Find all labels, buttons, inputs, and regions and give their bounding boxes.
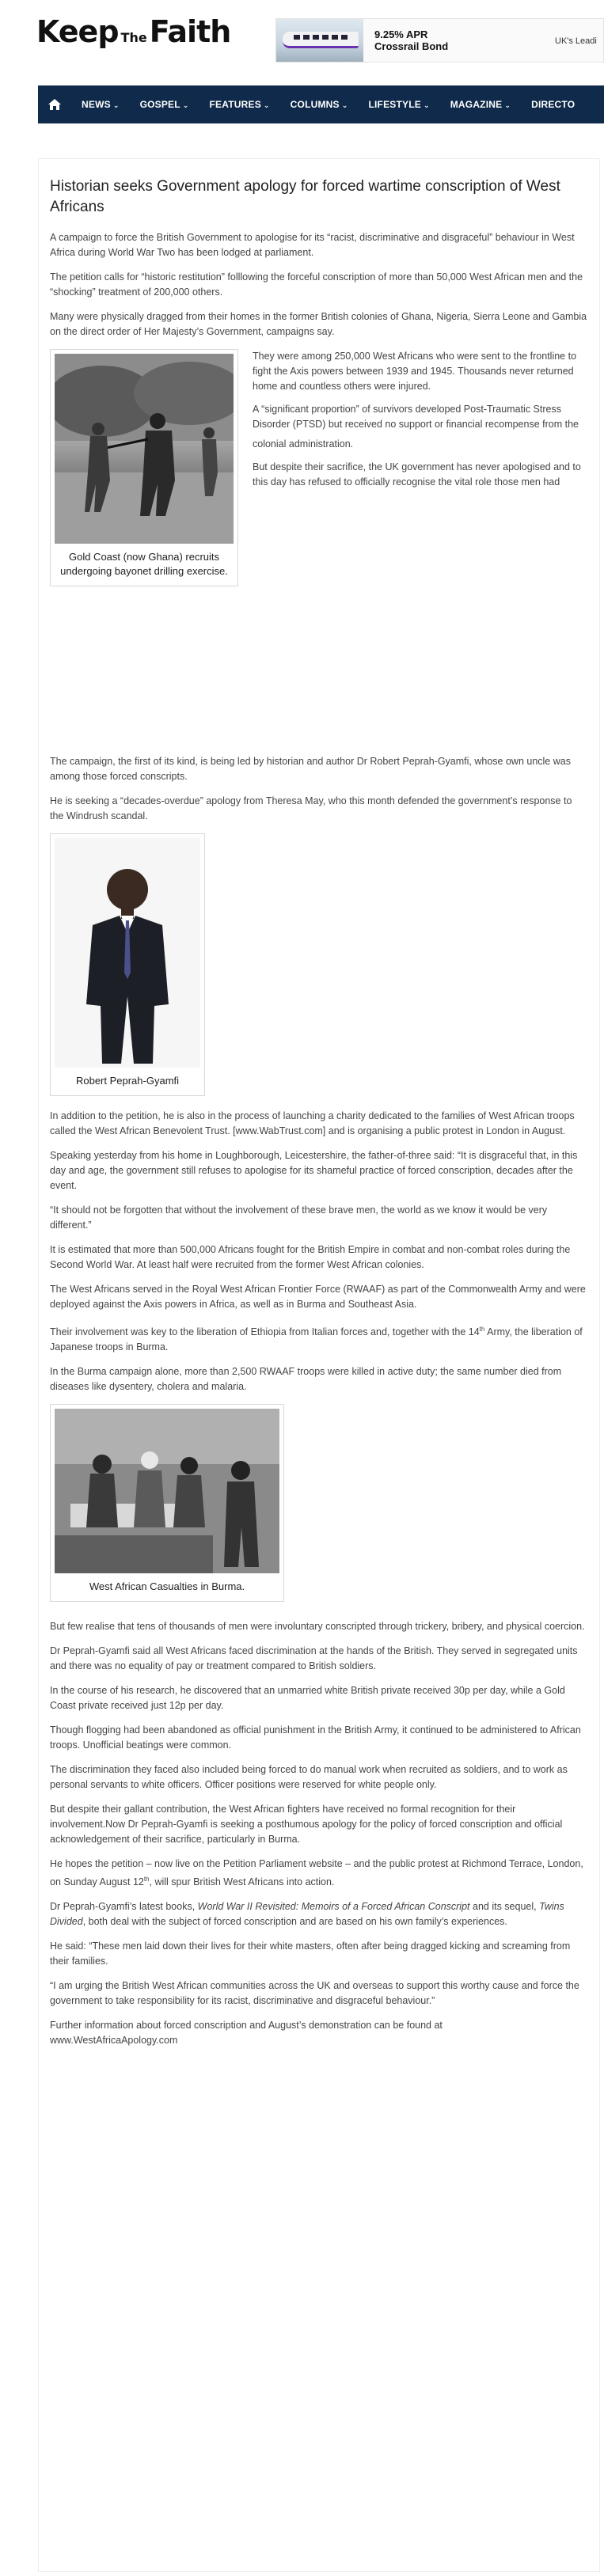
nav-item-directory[interactable]: DIRECTO: [531, 99, 576, 110]
paragraph: The campaign, the first of its kind, is being led by historian and author Dr Robert Peprah-Gyamfi, whose own uncle was among those forced conscripts.: [50, 756, 571, 782]
paragraph: The petition calls for “historic restitution” folllowing the forceful conscription of more than 50,000 West African men and the “shocking” treatment of 200,000 others.: [50, 271, 583, 298]
paragraph: Dr Peprah-Gyamfi’s latest books, World War II Revisited: Memoirs of a Forced African Conscript and its sequel, Twins Divided, both deal with the subject of forced conscription and are based on his own family’s experiences.: [50, 1901, 564, 1928]
figure-caption: Robert Peprah-Gyamfi: [75, 1075, 180, 1087]
spacer: [50, 594, 588, 754]
paragraph: They were among 250,000 West Africans who were sent to the frontline to fight the Axis powers between 1939 and 1945. Thousands never returned home and countless others were injured.: [253, 351, 577, 392]
home-icon[interactable]: [38, 85, 71, 123]
train-image: [276, 19, 363, 62]
book-title: Twins Divided: [50, 1901, 564, 1928]
nav-item-columns[interactable]: COLUMNS ⌄: [290, 99, 348, 110]
paragraph: In addition to the petition, he is also in the process of launching a charity dedicated to the families of West African troops called the West African Benevolent Trust. [www.WabTrust.com] and is organising a public protest in London in August.: [50, 1110, 575, 1136]
site-header: [0, 0, 604, 79]
chevron-down-icon: ⌄: [341, 101, 348, 109]
paragraph: Many were physically dragged from their homes in the former British colonies of Ghana, Nigeria, Sierra Leone and Gambia on the direct order of Her Majesty’s Government, campaigns say.: [50, 311, 587, 337]
paragraph: “It should not be forgotten that without the involvement of these brave men, the world as we know it would be very different.”: [50, 1205, 548, 1231]
apology-link[interactable]: www.WestAfricaApology.com: [50, 2035, 178, 2047]
figure-caption: West African Casualties in Burma.: [89, 1580, 245, 1593]
paragraph: He is seeking a “decades-overdue” apology from Theresa May, who this month defended the government’s response to the Windrush scandal.: [50, 795, 572, 821]
nav-item-lifestyle[interactable]: LIFESTYLE ⌄: [368, 99, 430, 110]
figure-caption: Gold Coast (now Ghana) recruits undergoing bayonet drilling exercise.: [60, 551, 228, 577]
chevron-down-icon: ⌄: [112, 101, 120, 109]
chevron-down-icon: ⌄: [182, 101, 189, 109]
paragraph: colonial administration.: [253, 438, 354, 450]
nav-item-gospel[interactable]: GOSPEL ⌄: [139, 99, 189, 110]
paragraph: A campaign to force the British Government to apologise for its “racist, discriminative and disgraceful” behaviour in West Africa during World War Two has been lodged at parliament.: [50, 232, 575, 258]
paragraph: The discrimination they faced also included being forced to do manual work when recruited as soldiers, and to work as personal servants to white officers. Officer positions were reserved for white people only.: [50, 1764, 568, 1791]
figure-portrait: [50, 833, 205, 1096]
paragraph: It is estimated that more than 500,000 Africans fought for the British Empire in combat and non-combat roles during the Second World War. At least half were recruited from the former West African colonies.: [50, 1244, 571, 1270]
paragraph: Dr Peprah-Gyamfi said all West Africans faced discrimination at the hands of the British. They served in segregated units and there was no equality of pay or treatment compared to British soldiers.: [50, 1645, 578, 1672]
paragraph: In the course of his research, he discovered that an unmarried white British private received 30p per day, while a Gold Coast private received just 12p per day.: [50, 1685, 565, 1712]
logo-word-keep: Keep: [36, 14, 119, 49]
book-title: World War II Revisited: Memoirs of a Forced African Conscript: [197, 1901, 470, 1913]
nav-item-news[interactable]: NEWS ⌄: [82, 99, 120, 110]
nav-item-magazine[interactable]: MAGAZINE ⌄: [450, 99, 511, 110]
paragraph: Speaking yesterday from his home in Loughborough, Leicestershire, the father-of-three said: “It is disgraceful that, in this day and age, the government still refuses to apologise for its shameful practice of forced conscription, decades after the event.: [50, 1150, 578, 1191]
logo-word-faith: Faith: [149, 14, 231, 49]
chevron-down-icon: ⌄: [504, 101, 511, 109]
banner-ad[interactable]: [275, 18, 604, 63]
nav-item-features[interactable]: FEATURES ⌄: [209, 99, 270, 110]
site-logo[interactable]: [36, 14, 230, 49]
paragraph: Though flogging had been abandoned as official punishment in the British Army, it continued to be administered to African troops. Unofficial beatings were common.: [50, 1724, 581, 1751]
paragraph: But despite their sacrifice, the UK government has never apologised and to this day has refused to officially recognise the vital role those men had: [253, 461, 581, 488]
portrait-photo: [55, 838, 200, 1068]
paragraph: Their involvement was key to the liberation of Ethiopia from Italian forces and, together with the 14th Army, the liberation of Japanese troops in Burma.: [50, 1326, 583, 1353]
bayonet-drill-photo: [55, 354, 234, 544]
paragraph: He said: “These men laid down their lives for their white masters, often after being dragged kicking and screaming from their families.: [50, 1941, 571, 1967]
ad-product: Crossrail Bond: [374, 40, 449, 52]
paragraph: A “significant proportion” of survivors developed Post-Traumatic Stress Disorder (PTSD) but received no support or financial recompense from the: [253, 404, 579, 430]
paragraph: The West Africans served in the Royal West African Frontier Force (RWAAF) as part of the Commonwealth Army and were deployed against the Axis powers in Africa, as well as in Burma and Southeast Asia.: [50, 1284, 586, 1310]
paragraph: He hopes the petition – now live on the Petition Parliament website – and the public protest at Richmond Terrace, London, on Sunday August 12th, will spur British West Africans into action.: [50, 1858, 583, 1888]
paragraph: “I am urging the British West African communities across the UK and overseas to support this worthy cause and force the government to take responsibility for its racist, discriminative and disgraceful behaviour.”: [50, 1980, 579, 2007]
figure-burma-casualties: [50, 1404, 284, 1602]
chevron-down-icon: ⌄: [263, 101, 270, 109]
ad-rate: 9.25% APR: [374, 28, 428, 40]
article-title: Historian seeks Government apology for forced wartime conscription of West Africans: [50, 178, 560, 215]
figure-bayonet-drill: [50, 349, 238, 586]
paragraph: But despite their gallant contribution, the West African fighters have received no formal recognition for their involvement.Now Dr Peprah-Gyamfi is seeking a posthumous apology for the policy of forced conscription and official acknowledgement of their sacrifice, particularly in Burma.: [50, 1804, 563, 1846]
burma-casualties-photo: [55, 1409, 279, 1573]
paragraph: Further information about forced conscription and August’s demonstration can be found at www.WestAfricaApology.com: [50, 2020, 443, 2047]
main-nav: [38, 85, 604, 123]
chevron-down-icon: ⌄: [423, 101, 430, 109]
ad-tagline: UK's Leadi: [555, 36, 597, 46]
article-card: [38, 158, 600, 2572]
paragraph: But few realise that tens of thousands of men were involuntary conscripted through trickery, bribery, and physical coercion.: [50, 1621, 585, 1633]
logo-word-the: The: [120, 30, 147, 45]
paragraph: In the Burma campaign alone, more than 2,500 RWAAF troops were killed in active duty; the same number died from diseases like dysentery, cholera and malaria.: [50, 1366, 562, 1393]
